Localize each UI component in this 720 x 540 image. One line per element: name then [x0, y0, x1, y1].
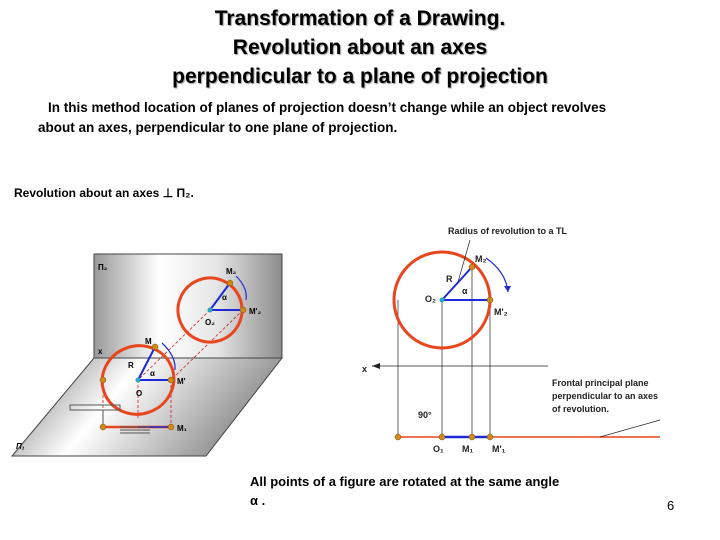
label-frontal-2: perpendicular to an axes [552, 391, 659, 401]
page-number: 6 [667, 498, 675, 513]
label-m2: M₂ [226, 267, 237, 276]
label-m2: M₂ [475, 254, 487, 264]
note-line-1: All points of a figure are rotated at the same angle [250, 474, 560, 489]
label-x: x [362, 364, 368, 374]
projection-lines [398, 267, 490, 437]
label-o: O [136, 389, 143, 398]
footer-note [250, 472, 600, 510]
title-line-3: perpendicular to a plane of projection [172, 65, 548, 88]
point-m1 [469, 434, 475, 440]
label-frontal-1: Frontal principal plane [552, 378, 649, 388]
label-alpha: α [462, 286, 468, 296]
label-p2: Π₂ [98, 263, 108, 272]
label-mp2: M'₂ [249, 307, 262, 316]
label-alpha-space: α [150, 369, 155, 378]
point-o2 [440, 298, 445, 303]
title-line-2: Revolution about an axes [232, 36, 488, 59]
intro-line-1: In this method location of planes of projection doesn’t change while an object revolves [48, 100, 607, 115]
figure-caption: Revolution about an axes ⊥ Π₂. [14, 186, 194, 200]
point-left-axis [395, 434, 401, 440]
point-o1 [439, 434, 445, 440]
label-r: R [128, 361, 134, 370]
rotation-arrow-head [504, 286, 511, 292]
label-frontal-3: of revolution. [552, 404, 609, 414]
label-o2: O₂ [205, 318, 215, 327]
intro-line-2: about an axes, perpendicular to one plane of projection. [38, 120, 398, 135]
label-m: M [145, 337, 152, 346]
label-o2: O₂ [425, 294, 436, 304]
title-line-1: Transformation of a Drawing. [214, 7, 506, 30]
point-m2 [469, 264, 475, 270]
label-m1: M₁ [462, 444, 474, 454]
x-axis-arrow [372, 363, 380, 369]
label-p1: Π₁ [16, 442, 25, 451]
point-mp1 [487, 434, 493, 440]
frontal-leader [600, 420, 660, 437]
label-r: R [446, 274, 453, 284]
label-radius-tl: Radius of revolution to a TL [448, 226, 567, 236]
label-o1: O₁ [433, 444, 444, 454]
label-x: x [98, 347, 103, 356]
label-mp2: M'₂ [494, 307, 508, 317]
note-line-2: α . [250, 493, 266, 508]
label-mp: M' [177, 377, 186, 386]
label-alpha-frontal: α [222, 293, 227, 302]
label-90: 90° [418, 410, 432, 420]
label-mp1: M'₁ [492, 444, 506, 454]
point-mp2 [487, 297, 493, 303]
label-m1: M₁ [177, 424, 187, 433]
